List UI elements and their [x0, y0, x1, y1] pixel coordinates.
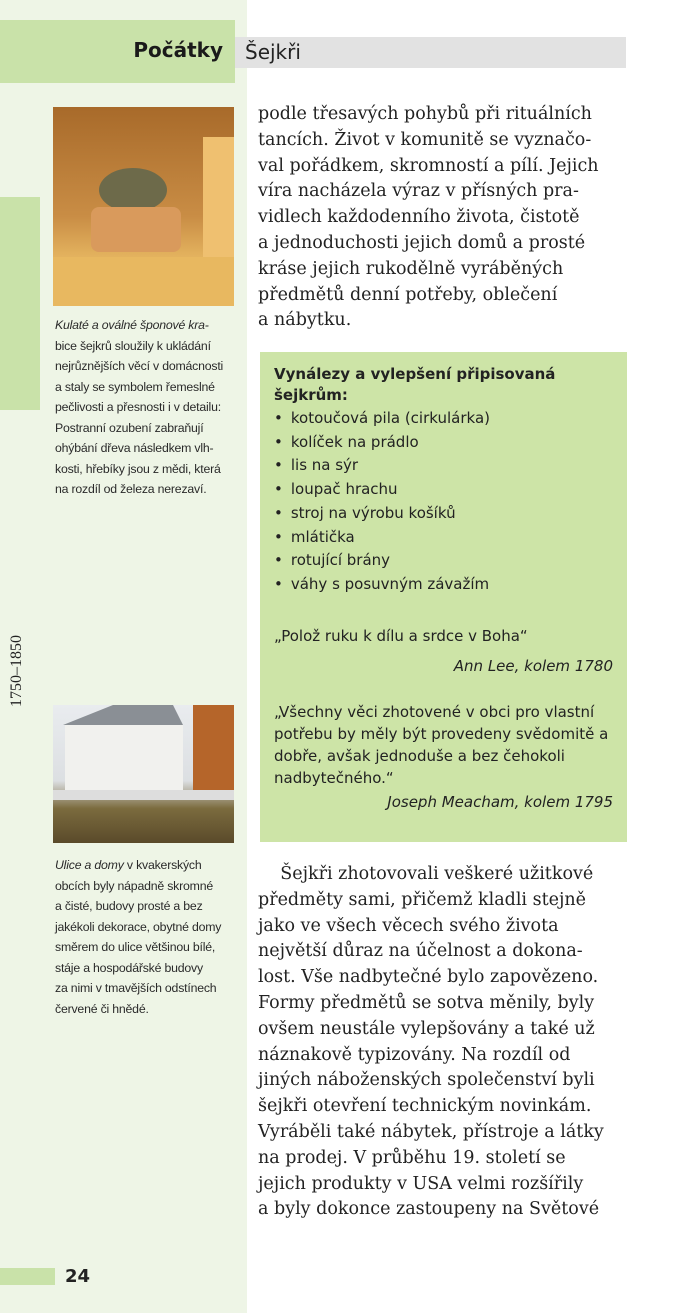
caption-line: za nimi v tmavějších odstínech — [55, 981, 217, 995]
list-item: • kotoučová pila (cirkulárka) — [274, 407, 613, 431]
text-line: tancích. Život v komunitě se vyznačo- — [258, 129, 592, 150]
caption-houses — [55, 855, 240, 1019]
list-item: • lis na sýr — [274, 454, 613, 478]
caption-line: nejrůznějších věcí v domácnosti — [55, 359, 224, 373]
text-line: a nábytku. — [258, 310, 352, 331]
text-line: na prodej. V průběhu 19. století se — [258, 1147, 566, 1168]
text-line: lost. Vše nadbytečné bylo zapovězeno. — [258, 967, 599, 988]
text-line: a jednoduchosti jejich domů a prosté — [258, 232, 586, 253]
body-paragraph-1 — [258, 102, 630, 334]
text-line: val pořádkem, skromností a pílí. Jejich — [258, 155, 599, 176]
text-line: a byly dokonce zastoupeny na Světové — [258, 1199, 600, 1220]
text-line: Šejkři zhotovovali veškeré užitkové — [258, 864, 594, 884]
body-paragraph-2 — [258, 862, 630, 1223]
text-line: podle třesavých pohybů při rituálních — [258, 104, 592, 124]
caption-line: směrem do ulice většinou bílé, — [55, 940, 216, 954]
caption-line: červené či hnědé. — [55, 1001, 149, 1016]
caption-line: stáje a hospodářské budovy — [55, 960, 203, 975]
quote-1-author: Ann Lee, kolem 1780 — [453, 656, 613, 675]
text-line: Vyráběli také nábytek, přístroje a látky — [258, 1121, 604, 1142]
caption-line: kosti, hřebíky jsou z mědi, která — [55, 461, 221, 476]
text-line: jiných náboženských společenství byli — [258, 1070, 595, 1091]
caption-line: a čisté, budovy prosté a bez — [55, 899, 203, 913]
caption-line: a staly se symbolem řemeslné — [55, 379, 215, 394]
list-item: • mlátička — [274, 526, 613, 550]
caption-line: na rozdíl od železa nerezaví. — [55, 482, 207, 496]
quote-2-author: Joseph Meacham, kolem 1795 — [387, 792, 613, 811]
page-number-bar — [0, 1268, 55, 1285]
text-line: jejich produkty v USA velmi rozšířily — [258, 1173, 584, 1194]
inventions-box — [260, 352, 627, 842]
text-line: víra nacházela výraz v přísných pra- — [258, 181, 579, 202]
text-line: jako ve všech věcech svého života — [258, 915, 559, 936]
caption-line: ohýbání dřeva následkem vlh- — [55, 441, 214, 455]
list-item: • loupač hrachu — [274, 478, 613, 502]
page-number: 24 — [65, 1266, 91, 1287]
list-item: • stroj na výrobu košíků — [274, 502, 613, 526]
caption-italic: Ulice a domy — [55, 858, 124, 872]
topic-title: Šejkři — [235, 37, 626, 68]
text-line: ovšem neustále vylepšovány a také už — [258, 1018, 595, 1039]
text-line: největší důraz na účelnost a dokona- — [258, 941, 583, 962]
inventions-list — [274, 407, 613, 597]
box-title: Vynálezy a vylepšení připisovaná šejkrům: — [274, 365, 556, 404]
quote-1: „Polož ruku k dílu a srdce v Boha“ — [274, 626, 528, 645]
date-range: 1750–1850 — [8, 635, 25, 707]
text-line: předměty sami, přičemž kladli stejně — [258, 889, 587, 910]
list-item: • kolíček na prádlo — [274, 431, 613, 455]
caption-line: Postranní ozubení zabraňují — [55, 420, 204, 435]
text-line: náznakově typizovány. Na rozdíl od — [258, 1044, 571, 1065]
caption-line: v kvakerských — [123, 858, 202, 872]
date-tab — [0, 197, 40, 707]
caption-line: obcích byly nápadně skromné — [55, 878, 213, 893]
list-item: • rotující brány — [274, 549, 613, 573]
section-title: Počátky — [0, 20, 235, 83]
quote-2: „Všechny věci zhotovené v obci pro vlastní potřebu by měly být provedeny svědomitě a dobře, avšak jednoduše a bez čehokoli nadbytečného.“ — [274, 702, 609, 787]
caption-italic: Kulaté a oválné šponové kra- — [55, 318, 209, 332]
caption-boxes — [55, 315, 240, 500]
caption-line: bice šejkrů sloužily k ukládání — [55, 338, 211, 353]
text-line: kráse jejich rukodělně vyráběných — [258, 258, 564, 279]
caption-line: pečlivosti a přesnosti i v detailu: — [55, 400, 221, 414]
photo-shaker-boxes — [53, 107, 234, 306]
photo-shaker-house — [53, 705, 234, 843]
list-item: • váhy s posuvným závažím — [274, 573, 613, 597]
text-line: šejkři otevření technickým novinkám. — [258, 1096, 592, 1117]
text-line: předmětů denní potřeby, oblečení — [258, 284, 558, 305]
text-line: Formy předmětů se sotva měnily, byly — [258, 992, 595, 1013]
caption-line: jakékoli dekorace, obytné domy — [55, 919, 222, 934]
text-line: vidlech každodenního života, čistotě — [258, 207, 580, 228]
